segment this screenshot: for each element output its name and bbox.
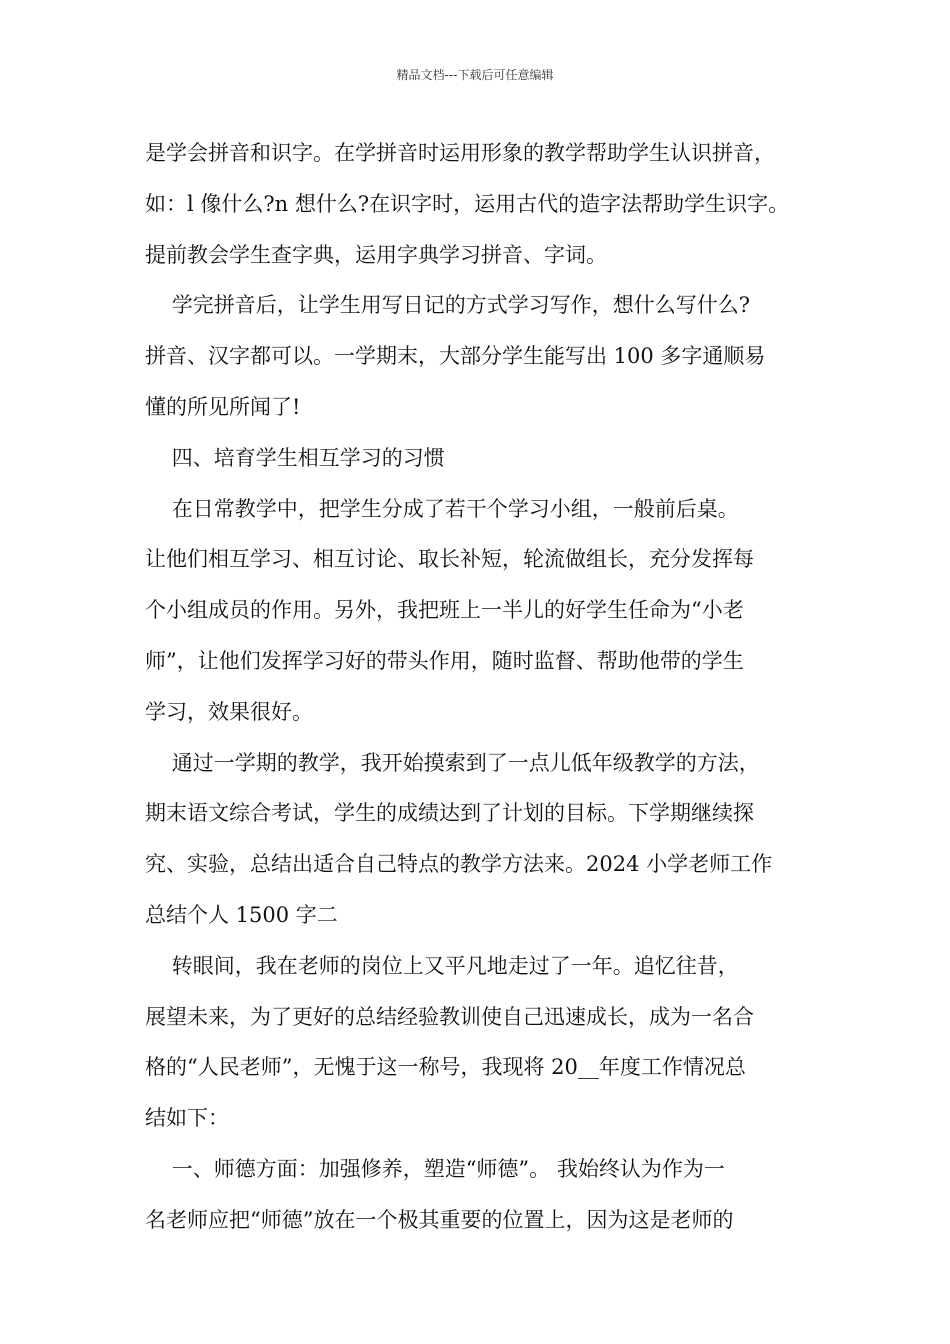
text-line: 一、师德方面：加强修养，塑造“师德”。 我始终认为作为一 (145, 1156, 725, 1181)
section-heading: 四、培育学生相互学习的习惯 (145, 445, 445, 470)
text-line: 个小组成员的作用。另外，我把班上一半儿的好学生任命为“小老 (145, 598, 744, 623)
text-line: 是学会拼音和识字。在学拼音时运用形象的教学帮助学生认识拼音， (145, 141, 775, 165)
text-line: 学完拼音后，让学生用写日记的方式学习写作，想什么写什么? (145, 293, 750, 318)
text-line: 如：l 像什么?n 想什么?在识字时，运用古代的造字法帮助学生识字。 (145, 191, 790, 216)
text-line: 在日常教学中，把学生分成了若干个学习小组，一般前后桌。 (145, 496, 739, 521)
document-body (145, 128, 815, 1246)
text-line: 提前教会学生查字典，运用字典学习拼音、字词。 (145, 242, 607, 267)
page-header: 精品文档---下载后可任意编辑 (396, 68, 554, 82)
text-line: 懂的所见所闻了! (145, 394, 301, 419)
text-line: 结如下： (145, 1106, 229, 1131)
text-line: 期末语文综合考试，学生的成绩达到了计划的目标。下学期继续探 (145, 801, 754, 826)
text-line: 格的“人民老师”，无愧于这一称号，我现将 20__年度工作情况总 (145, 1055, 746, 1080)
text-line: 展望未来，为了更好的总结经验教训使自己迅速成长，成为一名合 (145, 1004, 754, 1029)
text-line: 总结个人 1500 字二 (145, 902, 338, 927)
text-line: 通过一学期的教学，我开始摸索到了一点儿低年级教学的方法， (145, 750, 760, 775)
text-line: 让他们相互学习、相互讨论、取长补短，轮流做组长，充分发挥每 (145, 547, 754, 572)
text-line: 师”，让他们发挥学习好的带头作用，随时监督、帮助他带的学生 (145, 648, 744, 673)
text-line: 学习，效果很好。 (145, 699, 313, 724)
text-line: 拼音、汉字都可以。一学期末，大部分学生能写出 100 多字通顺易 (145, 344, 766, 369)
text-line: 名老师应把“师德”放在一个极其重要的位置上，因为这是老师的 (145, 1207, 734, 1232)
text-line: 究、实验，总结出适合自己特点的教学方法来。2024 小学老师工作 (145, 852, 773, 877)
text-line: 转眼间，我在老师的岗位上又平凡地走过了一年。追忆往昔， (145, 953, 739, 978)
